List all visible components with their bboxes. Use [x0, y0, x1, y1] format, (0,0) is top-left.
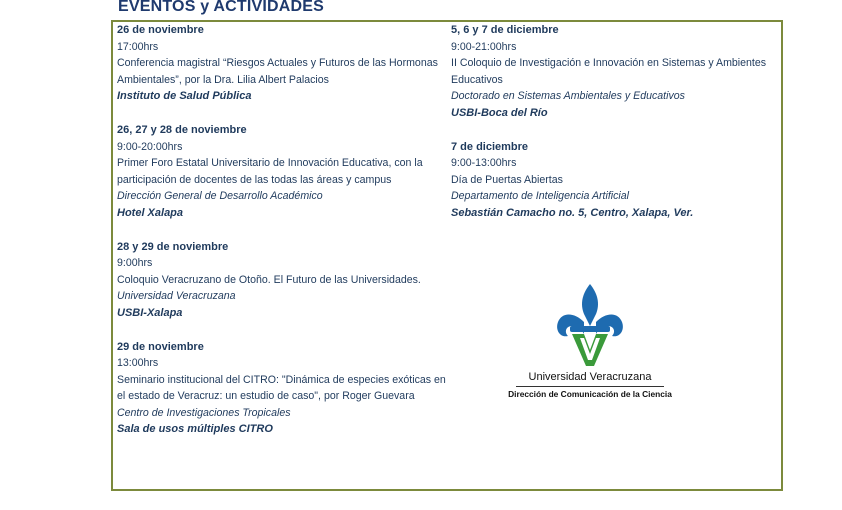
event-venue: USBI-Xalapa — [117, 306, 183, 319]
event-date: 5, 6 y 7 de diciembre — [451, 24, 559, 36]
event-venue: Instituto de Salud Pública — [117, 90, 252, 103]
event-venue: Sala de usos múltiples CITRO — [117, 423, 273, 436]
fleur-de-lis-v-logo-icon — [554, 282, 626, 368]
event-time: 17:00hrs — [117, 40, 159, 53]
page-title: EVENTOS y ACTIVIDADES — [118, 0, 325, 15]
event-date: 29 de noviembre — [117, 340, 204, 353]
event-time: 9:00hrs — [117, 257, 153, 270]
event-organizer: Centro de Investigaciones Tropicales — [117, 406, 291, 419]
event-venue: Sebastián Camacho no. 5, Centro, Xalapa, Ver. — [451, 206, 694, 219]
event-description: Coloquio Veracruzano de Otoño. El Futuro de las Universidades. — [117, 273, 421, 286]
event-item — [117, 122, 447, 222]
event-venue: Hotel Xalapa — [117, 206, 184, 219]
event-time: 9:00-13:00hrs — [451, 157, 517, 170]
event-time: 9:00-20:00hrs — [117, 140, 183, 153]
event-time: 9:00-21:00hrs — [451, 40, 517, 53]
university-logo — [500, 282, 680, 407]
event-date: 26, 27 y 28 de noviembre — [117, 123, 247, 136]
events-column-left — [117, 22, 447, 455]
event-organizer: Universidad Veracruzana — [117, 290, 236, 303]
logo-department: Dirección de Comunicación de la Ciencia — [508, 389, 672, 399]
event-item — [451, 139, 771, 222]
event-item — [451, 22, 771, 122]
event-date: 26 de noviembre — [117, 24, 204, 36]
event-item — [117, 22, 447, 105]
event-date: 28 y 29 de noviembre — [117, 240, 229, 253]
event-venue: USBI-Boca del Río — [451, 106, 548, 119]
event-description: Primer Foro Estatal Universitario de Innovación Educativa, con la participación de docentes de las todas las áreas y campus — [117, 157, 423, 186]
event-description: Día de Puertas Abiertas — [451, 173, 563, 186]
logo-university-name: Universidad Veracruzana — [528, 371, 652, 383]
event-organizer: Doctorado en Sistemas Ambientales y Educativos — [451, 90, 685, 103]
event-description: Seminario institucional del CITRO: "Dinámica de especies exóticas en el estado de Veracruz: un estudio de caso", por Roger Guevara — [117, 373, 446, 403]
event-time: 13:00hrs — [117, 357, 159, 370]
event-description: II Coloquio de Investigación e Innovación en Sistemas y Ambientes Educativos — [451, 57, 767, 86]
events-column-right — [451, 22, 771, 239]
event-item — [117, 339, 447, 439]
event-description: Conferencia magistral “Riesgos Actuales y Futuros de las Hormonas Ambientales”, por la Dra. Lilia Albert Palacios — [117, 57, 438, 86]
event-date: 7 de diciembre — [451, 140, 529, 153]
logo-divider — [516, 386, 664, 387]
event-organizer: Dirección General de Desarrollo Académico — [117, 190, 323, 203]
event-organizer: Departamento de Inteligencia Artificial — [451, 190, 630, 203]
event-item — [117, 239, 447, 322]
